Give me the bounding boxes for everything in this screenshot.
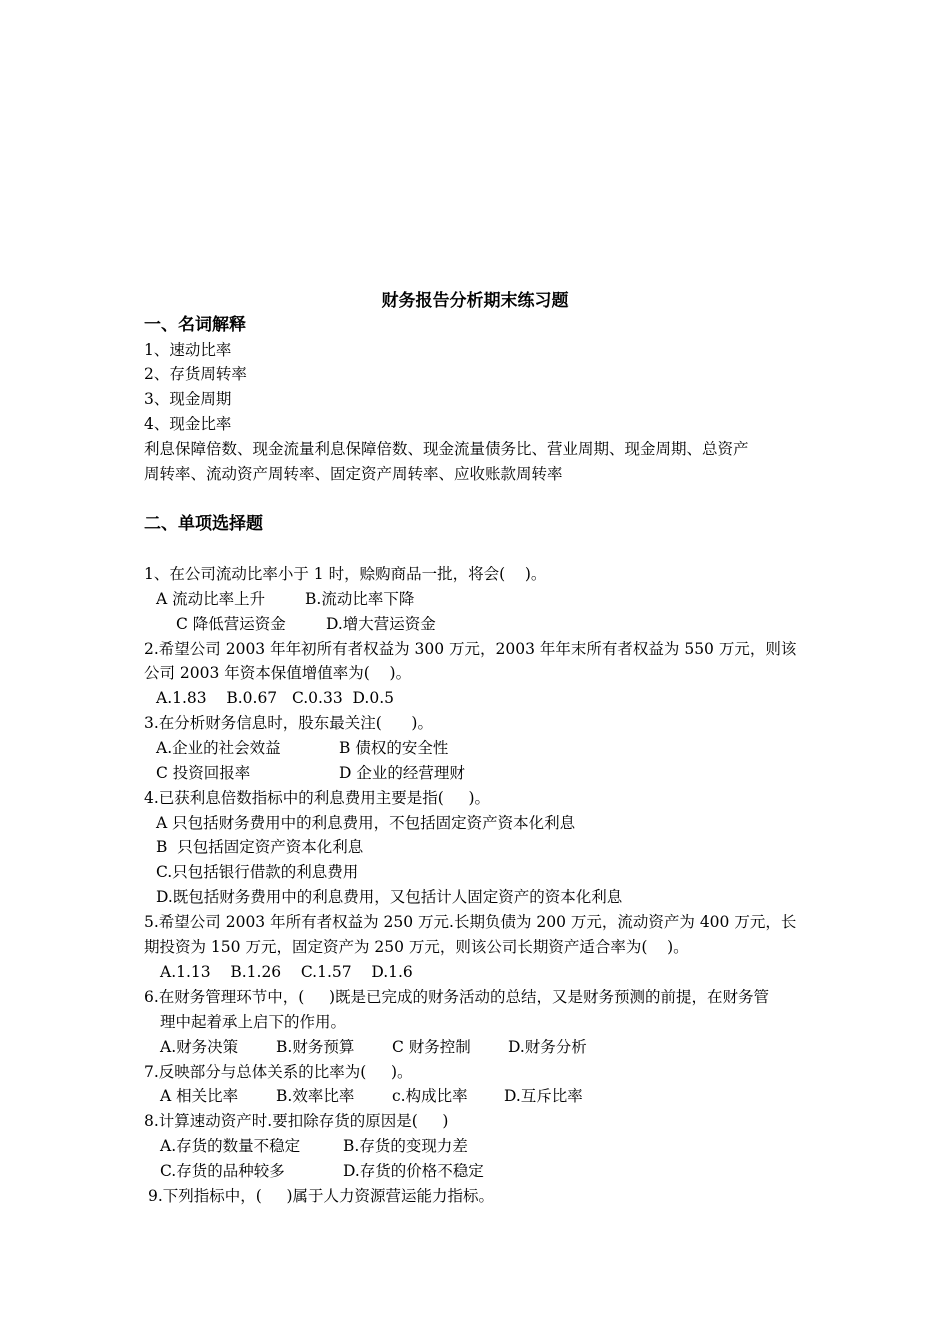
option-c: C.只包括银行借款的利息费用 bbox=[156, 863, 359, 881]
option-b: B 只包括固定资产资本化利息 bbox=[156, 838, 364, 856]
section-heading-terms: 一、名词解释 bbox=[144, 315, 246, 335]
option-b: B 债权的安全性 bbox=[339, 739, 449, 757]
option-a: A.存货的数量不稳定 bbox=[160, 1137, 301, 1155]
option-b: B.存货的变现力差 bbox=[343, 1137, 468, 1155]
question-stem: 理中起着承上启下的作用。 bbox=[160, 1013, 347, 1031]
question-stem: 6.在财务管理环节中，( )既是已完成的财务活动的总结，又是财务预测的前提，在财务管 bbox=[144, 988, 770, 1006]
question-stem: 7.反映部分与总体关系的比率为( )。 bbox=[144, 1063, 413, 1081]
option-a: A.企业的社会效益 bbox=[156, 739, 281, 757]
option-d: D.增大营运资金 bbox=[326, 615, 436, 633]
document-title: 财务报告分析期末练习题 bbox=[381, 291, 569, 311]
term-item: 4、现金比率 bbox=[144, 415, 232, 433]
option-d: D 企业的经营理财 bbox=[339, 764, 465, 782]
question-stem: 2.希望公司 2003 年年初所有者权益为 300 万元，2003 年年末所有者权益为 550 万元，则该 bbox=[144, 640, 797, 658]
option-b: B.流动比率下降 bbox=[305, 590, 415, 608]
term-item: 3、现金周期 bbox=[144, 390, 232, 408]
question-stem: 3.在分析财务信息时，股东最关注( )。 bbox=[144, 714, 433, 732]
option-c: c.构成比率 bbox=[392, 1087, 468, 1105]
option-b: B.效率比率 bbox=[276, 1087, 355, 1105]
option-d: D.存货的价格不稳定 bbox=[343, 1162, 484, 1180]
option-a: A 只包括财务费用中的利息费用，不包括固定资产资本化利息 bbox=[156, 814, 576, 832]
option-d: D.财务分析 bbox=[508, 1038, 587, 1056]
option-a: A 流动比率上升 bbox=[156, 590, 266, 608]
question-stem: 9.下列指标中，( )属于人力资源营运能力指标。 bbox=[148, 1187, 495, 1205]
question-stem: 5.希望公司 2003 年所有者权益为 250 万元.长期负债为 200 万元，流动资产为 400 万元，长 bbox=[144, 913, 797, 931]
option-d: D.既包括财务费用中的利息费用，又包括计人固定资产的资本化利息 bbox=[156, 888, 623, 906]
option-c: C 投资回报率 bbox=[156, 764, 251, 782]
question-stem: 8.计算速动资产时.要扣除存货的原因是( ) bbox=[144, 1112, 449, 1130]
question-stem: 期投资为 150 万元，固定资产为 250 万元，则该公司长期资产适合率为( )。 bbox=[144, 938, 689, 956]
term-item: 1、速动比率 bbox=[144, 341, 232, 359]
option-d: D.互斥比率 bbox=[504, 1087, 583, 1105]
terms-paragraph-line: 周转率、流动资产周转率、固定资产周转率、应收账款周转率 bbox=[144, 465, 563, 483]
option-a: A.财务决策 bbox=[160, 1038, 239, 1056]
question-stem: 4.已获利息倍数指标中的利息费用主要是指( )。 bbox=[144, 789, 491, 807]
term-item: 2、存货周转率 bbox=[144, 365, 247, 383]
options-line: A.1.13 B.1.26 C.1.57 D.1.6 bbox=[160, 963, 413, 981]
question-stem: 公司 2003 年资本保值增值率为( )。 bbox=[144, 664, 412, 682]
option-b: B.财务预算 bbox=[276, 1038, 355, 1056]
question-stem: 1、在公司流动比率小于 1 时，赊购商品一批，将会( )。 bbox=[144, 565, 547, 583]
option-c: C 财务控制 bbox=[392, 1038, 471, 1056]
option-a: A 相关比率 bbox=[160, 1087, 239, 1105]
section-heading-choice: 二、单项选择题 bbox=[144, 514, 263, 534]
option-c: C 降低营运资金 bbox=[176, 615, 286, 633]
options-line: A.1.83 B.0.67 C.0.33 D.0.5 bbox=[156, 689, 395, 707]
option-c: C.存货的品种较多 bbox=[160, 1162, 285, 1180]
terms-paragraph-line: 利息保障倍数、现金流量利息保障倍数、现金流量债务比、营业周期、现金周期、总资产 bbox=[144, 440, 749, 458]
